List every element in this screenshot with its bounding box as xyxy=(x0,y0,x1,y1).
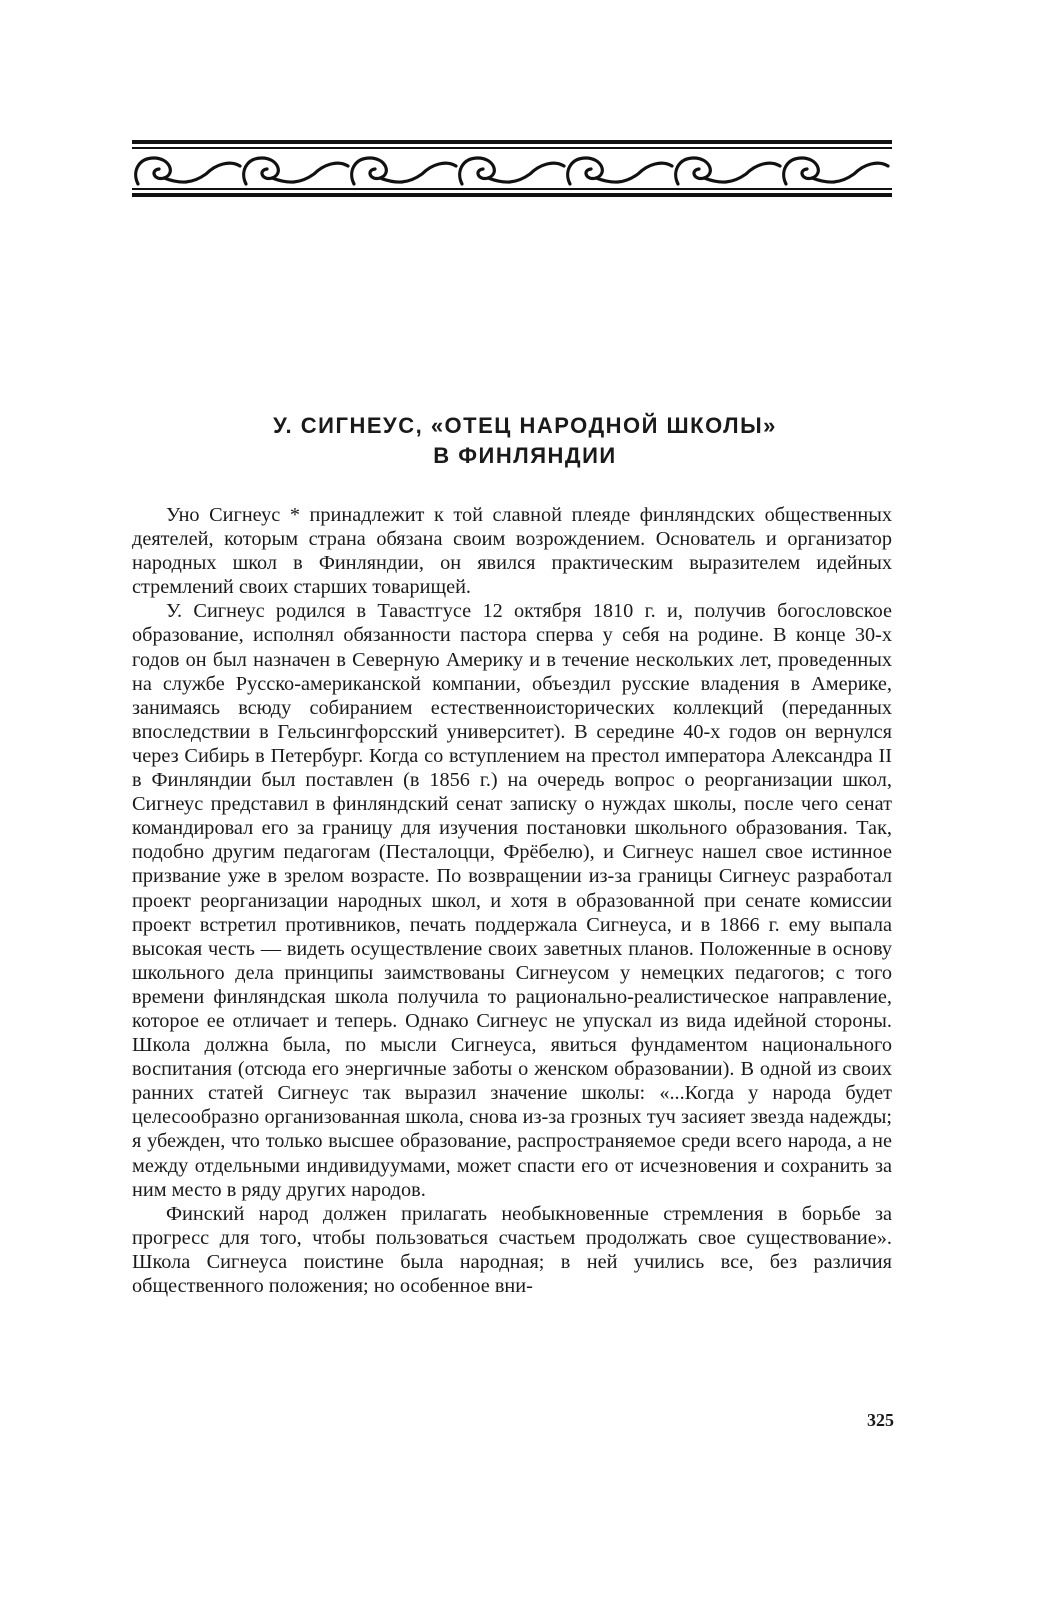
paragraph-conclusion: Финский народ должен прилагать необыкновенные стремления в борьбе за прогресс для того, чтобы пользоваться счастьем продолжать свое существование». Школа Сигнеуса поистине была народная; в ней учились все, без различия общественного положения; но особенное вни- xyxy=(132,1202,892,1297)
wave-scroll-icon xyxy=(132,150,892,188)
ornament-rule-bottom-thin xyxy=(132,188,892,190)
paragraph-intro: Уно Сигнеус * принадлежит к той славной плеяде финляндских общественных деятелей, которым страна обязана своим возрождением. Основатель и организатор народных школ в Финляндии, он явился практическим выразителем идейных стремлений своих старших товарищей. xyxy=(132,504,892,599)
ornament-rule-top-thin xyxy=(132,147,892,149)
article-title: У. СИГНЕУС, «ОТЕЦ НАРОДНОЙ ШКОЛЫ» xyxy=(273,413,777,438)
ornament-rule-top xyxy=(132,140,892,144)
paragraph-biography: У. Сигнеус родился в Тавастгусе 12 октября 1810 г. и, получив богословское образование, исполнял обязанности пастора сперва у себя на родине. В конце 30-х годов он был назначен в Северную Америку и в течение нескольких лет, проведенных на службе Русско-американской компании, объездил русские владения в Америке, занимаясь всюду собиранием естественноисторических коллекций (переданных впоследствии в Гельсингфорсский университет). В середине 40-х годов он вернулся через Сибирь в Петербург. Когда со вступлением на престол императора Александра II в Финляндии был поставлен (в 1856 г.) на очередь вопрос о реорганизации школ, Сигнеус представил в финляндский сенат записку о нуждах школы, после чего сенат командировал его за границу для изучения постановки школьного образования. Так, подобно другим педагогам (Песталоцци, Фрёбелю), и Сигнеус нашел свое истинное призвание уже в зрелом возрасте. По возвращении из-за границы Сигнеус разработал проект реорганизации народных школ, и хотя в образованной при сенате комиссии проект встретил противников, печать поддержала Сигнеуса, и в 1866 г. ему выпала высокая честь — видеть осуществление своих заветных планов. Положенные в основу школьного дела принципы заимствованы Сигнеусом у немецких педагогов; с того времени финляндская школа получила то рационально-реалистическое направление, которое ее отличает и теперь. Однако Сигнеус не упускал из вида идейной стороны. Школа должна была, по мысли Сигнеуса, явиться фундаментом национального воспитания (отсюда его энергичные заботы о женском образовании). В одной из своих ранних статей Сигнеус так выразил значение школы: «...Когда у народа будет целесообразно организованная школа, снова из-за грозных туч засияет звезда надежды; я убежден, что только высшее образование, распространяемое среди всего народа, а не между отдельными индивидуумами, может спасти его от исчезновения и сохранить за ним место в ряду других народов. xyxy=(132,600,892,1201)
article-title-line2: В ФИНЛЯНДИИ xyxy=(433,443,617,468)
header-ornament xyxy=(132,136,892,206)
article-body xyxy=(132,503,892,1298)
ornament-rule-bottom xyxy=(132,193,892,197)
page-number: 325 xyxy=(867,1410,894,1430)
